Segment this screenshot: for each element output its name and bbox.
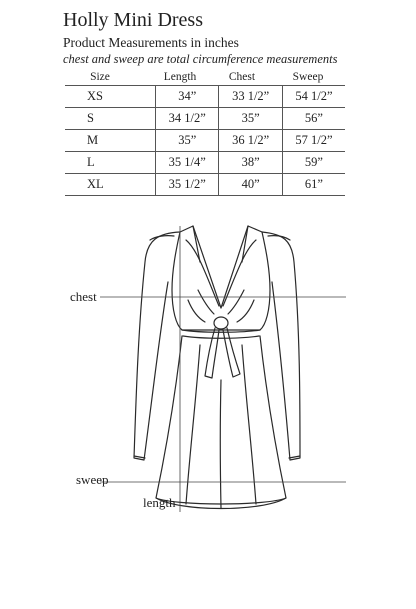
- column-header-size: Size: [90, 71, 110, 83]
- circumference-note: chest and sweep are total circumference measurements: [63, 52, 338, 66]
- size-cell: XL: [65, 174, 156, 196]
- column-header-length: Length: [163, 71, 197, 83]
- chest-cell: 35”: [219, 108, 282, 130]
- chest-cell: 38”: [219, 152, 282, 174]
- chest-cell: 36 1/2”: [219, 130, 282, 152]
- dress-illustration: [134, 226, 300, 509]
- length-cell: 35 1/4”: [156, 152, 219, 174]
- chest-cell: 40”: [219, 174, 282, 196]
- sweep-cell: 59”: [282, 152, 345, 174]
- sweep-cell: 57 1/2”: [282, 130, 345, 152]
- measurement-guides: [100, 226, 346, 512]
- chest-label: chest: [70, 289, 97, 304]
- sweep-cell: 61”: [282, 174, 345, 196]
- sweep-cell: 56”: [282, 108, 345, 130]
- size-cell: XS: [65, 86, 156, 108]
- length-cell: 35 1/2”: [156, 174, 219, 196]
- length-cell: 34 1/2”: [156, 108, 219, 130]
- size-cell: M: [65, 130, 156, 152]
- measurements-subtitle: Product Measurements in inches: [63, 35, 239, 50]
- chest-cell: 33 1/2”: [219, 86, 282, 108]
- size-cell: S: [65, 108, 156, 130]
- column-header-sweep: Sweep: [292, 71, 324, 83]
- product-title: Holly Mini Dress: [63, 9, 203, 31]
- length-cell: 34”: [156, 86, 219, 108]
- sweep-label: sweep: [76, 472, 109, 487]
- sweep-cell: 54 1/2”: [282, 86, 345, 108]
- column-header-chest: Chest: [228, 71, 256, 83]
- size-cell: L: [65, 152, 156, 174]
- length-label: length: [143, 495, 176, 510]
- length-cell: 35”: [156, 130, 219, 152]
